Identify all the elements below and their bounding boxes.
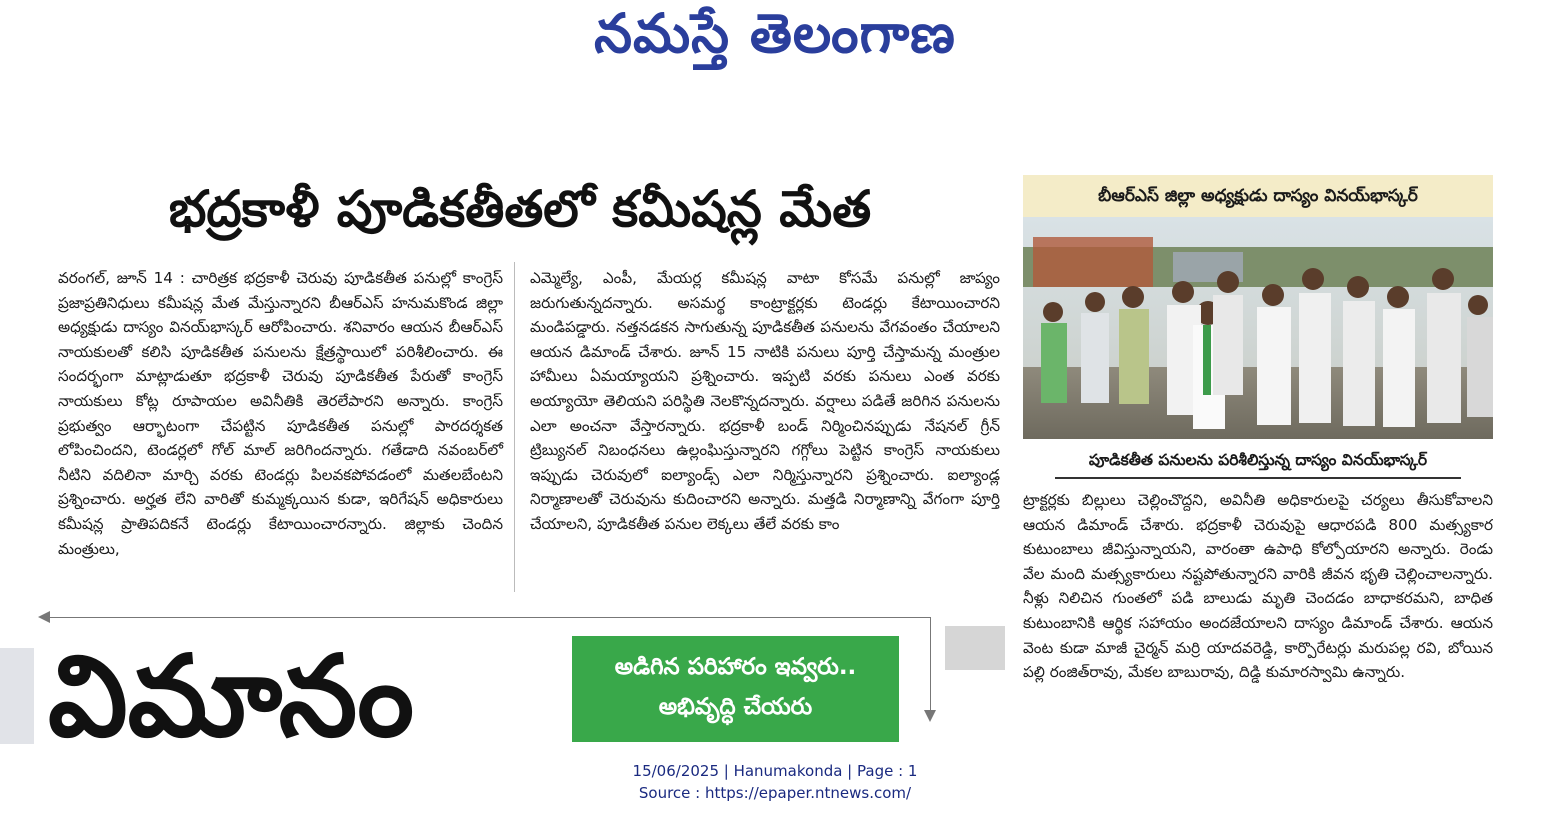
page-footer bbox=[0, 760, 1550, 804]
article-column-3 bbox=[1023, 488, 1493, 685]
article-text-col2: ఎమ్మెల్యే, ఎంపీ, మేయర్ల కమీషన్ల వాటా కోసమే పనుల్లో జాప్యం జరుగుతున్నదన్నారు. అసమర్థ కాంట్రాక్టర్లకు టెండర్లు కేటాయించారని మండిపడ్డారు. నత్తనడకన సాగుతున్న పూడికతీత పనులను వేగవంతం చేయాలని ఆయన డిమాండ్ చేశారు. జూన్ 15 నాటికి పనులు పూర్తి చేస్తామన్న మంత్రుల హామీలు ఏమయ్యాయని ప్రశ్నించారు. ఇప్పటి వరకు పనులు ఎంత వరకు అయ్యాయో తెలియని పరిస్థితి నెలకొన్నదన్నారు. వర్షాలు పడితే జరిగిన పనులను ఎలా అంచనా వేస్తారన్నారు. భద్రకాళీ బండ్ నిర్మించినప్పుడు నేషనల్ గ్రీన్ ట్రిబ్యునల్ నిబంధనలు ఉల్లంఘిస్తున్నారని గగ్గోలు పెట్టిన కాంగ్రెస్ నాయకులు ఇప్పుడు చెరువులో ఐల్యాండ్స్ ఎలా నిర్మిస్తున్నారని ప్రశ్నించారు. ఐల్యాండ్ల నిర్మాణాలతో చెరువును కుదించారని అన్నారు. మత్తడి నిర్మాణాన్ని వేగంగా పూర్తి చేయాలని, పూడికతీత పనుల లెక్కలు తేలే వరకు కాం bbox=[530, 269, 1000, 533]
arrow-left-icon bbox=[38, 611, 50, 623]
footer-source-link[interactable]: Source : https://epaper.ntnews.com/ bbox=[638, 784, 912, 802]
article-text-col1: వరంగల్, జూన్ 14 : చారిత్రక భద్రకాళీ చెరువు పూడికతీత పనుల్లో కాంగ్రెస్ ప్రజాప్రతినిధులు కమీషన్ల మేత మేస్తున్నారని బీఆర్ఎస్ హనుమకొండ జిల్లా అధ్యక్షుడు దాస్యం వినయ్‌భాస్కర్ ఆరోపించారు. శనివారం ఆయన బీఆర్ఎస్ నాయకులతో కలిసి పూడికతీత పనులను క్షేత్రస్థాయిలో పరిశీలించారు. ఈ సందర్భంగా మాట్లాడుతూ భద్రకాళీ చెరువు పూడికతీత పేరుతో కాంగ్రెస్ నాయకులు కోట్ల రూపాయల అవినీతికి తెరలేపారని అన్నారు. కాంగ్రెస్ ప్రభుత్వం ఆర్భాటంగా చేపట్టిన పూడికతీత పనుల్లో పారదర్శకత లోపించిందని, టెండర్లలో గోల్ మాల్ జరిగిందన్నారు. గతేడాది నవంబర్‌లో నీటిని వదిలినా మార్చి వరకు టెండర్లు పిలవకపోవడంలో మతలబేంటని ప్రశ్నించారు. అర్హత లేని వారితో కుమ్మక్కయిన కుడా, ఇరిగేషన్ అధికారులు కమీషన్ల ప్రాతిపదికనే టెండర్లు కేటాయించారన్నారు. జిల్లాకు చెందిన మంత్రులు, bbox=[58, 269, 503, 558]
news-photo bbox=[1023, 217, 1493, 439]
article-column-1 bbox=[58, 266, 503, 561]
teaser-green-line-1: అడిగిన పరిహారం ఇవ్వరు.. bbox=[614, 654, 857, 680]
article-column-2 bbox=[530, 266, 1000, 537]
teaser-green-box bbox=[572, 636, 899, 742]
arrow-down-icon bbox=[924, 710, 936, 722]
footer-date-edition: 15/06/2025 | Hanumakonda | Page : 1 bbox=[632, 762, 918, 780]
grey-graphic-block bbox=[945, 626, 1005, 670]
article-headline: భద్రకాళీ పూడికతీతలో కమీషన్ల మేత bbox=[168, 180, 872, 238]
column-divider bbox=[514, 262, 515, 592]
newspaper-masthead: నమస్తే తెలంగాణ bbox=[594, 2, 956, 65]
photo-top-caption: బీఆర్ఎస్ జిల్లా అధ్యక్షుడు దాస్యం వినయ్‌భాస్కర్ bbox=[1023, 175, 1493, 217]
photo-bottom-caption: పూడికతీత పనులను పరిశీలిస్తున్న దాస్యం వినయ్‌భాస్కర్ bbox=[1045, 443, 1471, 479]
crowd-photo-illustration bbox=[1023, 217, 1493, 439]
continuation-arrow-vertical bbox=[930, 617, 931, 713]
grey-edge-block bbox=[0, 648, 34, 744]
teaser-green-line-2: అభివృద్ధి చేయరు bbox=[658, 694, 813, 720]
continuation-arrow-line bbox=[50, 617, 930, 618]
article-text-col3: ట్రాక్టర్లకు బిల్లులు చెల్లించొద్దని, అవినీతి అధికారులపై చర్యలు తీసుకోవాలని ఆయన డిమాండ్ చేశారు. భద్రకాళీ చెరువుపై ఆధారపడి 800 మత్స్యకార కుటుంబాలు జీవిస్తున్నాయని, వారంతా ఉపాధి కోల్పోయారని అన్నారు. రెండు వేల మంది మత్స్యకారులు నష్టపోతున్నారని వారికి జీవన భృతి చెల్లించాలన్నారు. నీళ్లు నిలిచిన గుంతలో పడి బాలుడు మృతి చెందడం బాధాకరమని, బాధిత కుటుంబానికి ఆర్థిక సహాయం అందజేయాలని దాస్యం డిమాండ్ చేశారు. ఆయన వెంట కుడా మాజీ చైర్మన్ మర్రి యాదవరెడ్డి, కార్పొరేటర్లు మరుపల్ల రవి, బోయిన పల్లి రంజిత్‌రావు, మేకల బాబురావు, దిడ్డి కుమారస్వామి ఉన్నారు. bbox=[1023, 491, 1493, 682]
teaser-big-word: విమానం bbox=[48, 634, 415, 742]
